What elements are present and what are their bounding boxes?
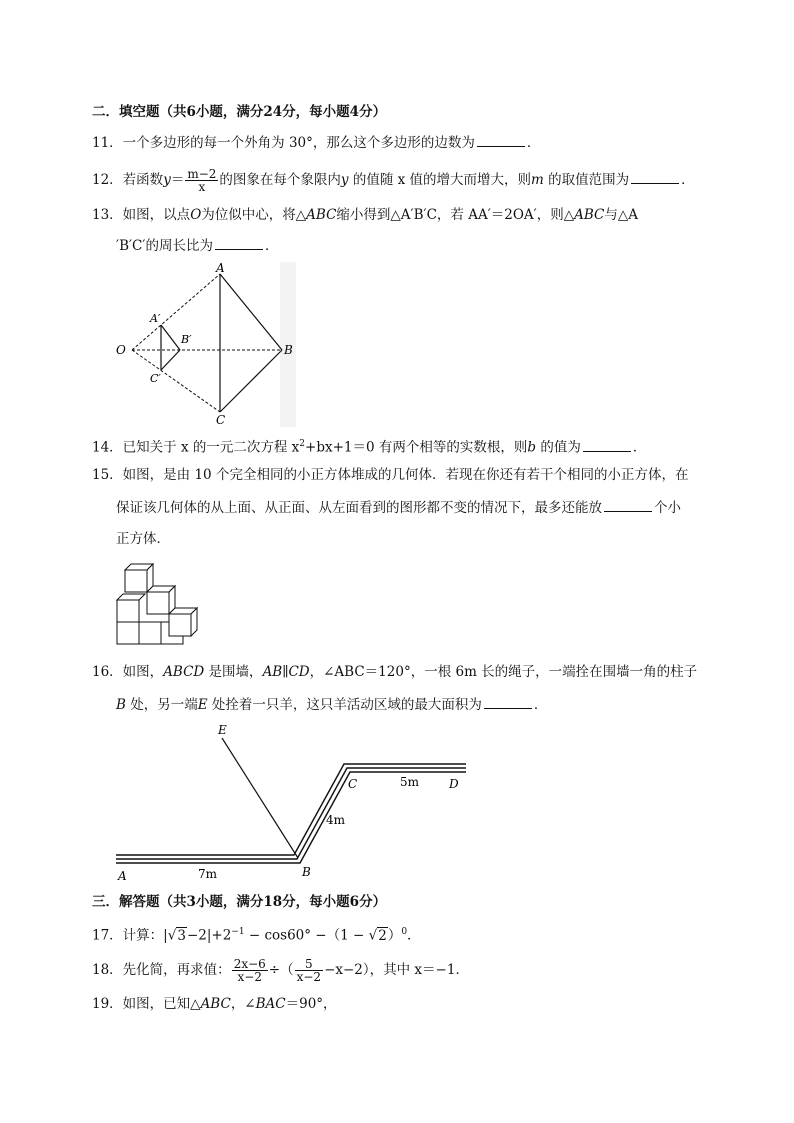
question-18 xyxy=(92,958,469,983)
q13-end: ． xyxy=(264,238,279,254)
ray-OA xyxy=(132,274,220,350)
label-E: E xyxy=(218,723,227,737)
length-BC: 4m xyxy=(326,813,346,827)
q13-text-c: 缩小得到△A′B′C，若 AA′＝2OA′，则△ xyxy=(336,207,575,223)
label-B-prime: B′ xyxy=(181,333,192,346)
cube-front-face xyxy=(147,592,169,614)
q14-text-a: 14．已知关于 x 的一元二次方程 x xyxy=(92,439,300,456)
label-D: D xyxy=(449,777,459,791)
figure-wall-and-rope xyxy=(112,720,472,882)
side-AB xyxy=(220,274,282,350)
sqrt-3: 3 xyxy=(177,927,186,944)
question-15-line1: 15．如图，是由 10 个完全相同的小正方体堆成的几何体．若现在你还有若干个相同的小正方体，在 xyxy=(92,467,689,483)
frac1-num: 2x−6 xyxy=(233,957,266,971)
var-B: B xyxy=(116,697,126,713)
var-ABCD: ABCD xyxy=(163,664,205,680)
frac1-den: x−2 xyxy=(237,970,262,984)
cube-front-face xyxy=(139,622,161,644)
q17-text-d: ） xyxy=(387,927,402,944)
question-14 xyxy=(92,434,646,458)
q18-text-a: 18．先化简，再求值： xyxy=(92,962,231,978)
question-16-line1 xyxy=(92,662,697,682)
section-title-solutions: 三．解答题（共3小题，满分18分，每小题6分） xyxy=(92,894,387,910)
label-B: B xyxy=(302,865,311,879)
question-13-line1 xyxy=(92,205,638,225)
fraction-m-over-x xyxy=(185,168,218,193)
q13-text-e: ′B′C′的周长比为 xyxy=(116,238,213,254)
q14-exponent: 2 xyxy=(299,439,306,449)
question-13-line2 xyxy=(116,235,278,256)
cube-front-face xyxy=(117,622,139,644)
q12-text-c: 的值随 x 值的增大而增大，则 xyxy=(348,172,532,188)
var-b: b xyxy=(527,439,537,456)
question-19 xyxy=(92,994,337,1014)
section-title-fill-blank: 二．填空题（共6小题，满分24分，每小题4分） xyxy=(92,104,387,120)
frac-num: m−2 xyxy=(187,167,217,181)
length-CD: 5m xyxy=(400,775,420,789)
question-11 xyxy=(92,132,540,153)
var-E: E xyxy=(197,697,208,713)
label-O: O xyxy=(116,343,126,357)
q17-exponent: −1 xyxy=(231,927,245,937)
question-15-line3: 正方体． xyxy=(116,531,170,547)
q18-text-c: −x−2），其中 x＝−1． xyxy=(324,962,469,978)
q13-text-a: 13．如图，以点 xyxy=(92,207,191,223)
var-AB-parallel-CD: AB∥CD xyxy=(262,664,310,680)
q17-text-b: −2|+2 xyxy=(186,927,232,944)
answer-blank xyxy=(604,497,652,512)
q19-text-c: ＝90°， xyxy=(285,996,337,1012)
q16-text-a: 16．如图， xyxy=(92,664,164,680)
question-16-line2 xyxy=(116,694,547,715)
var-ABC-2: ABC xyxy=(574,207,605,223)
var-y2: y xyxy=(340,172,349,188)
q16-text-d: 处，另一端 xyxy=(125,697,198,713)
figure-background xyxy=(112,720,472,882)
side-BC xyxy=(220,350,282,412)
q17-text-c: − cos60° −（1 − xyxy=(244,927,369,944)
var-ABC: ABC xyxy=(306,207,337,223)
side-B1C1 xyxy=(161,350,180,370)
q12-text-a: 12．若函数 xyxy=(92,172,164,188)
q18-text-b: ÷（ xyxy=(268,962,294,978)
q19-text-b: ，∠ xyxy=(230,996,256,1012)
label-A: A xyxy=(216,262,225,275)
cube-top-face xyxy=(117,594,145,600)
q17-exponent-0: 0 xyxy=(401,927,408,937)
label-C: C xyxy=(348,777,358,791)
frac-den: x xyxy=(198,180,206,194)
side-A1B1 xyxy=(161,325,180,350)
frac2-num: 5 xyxy=(295,958,323,971)
question-15-line2 xyxy=(116,497,681,518)
cube-group xyxy=(117,564,197,644)
answer-blank xyxy=(215,235,263,250)
answer-blank xyxy=(583,437,631,452)
q13-text-b: 为位似中心，将△ xyxy=(201,207,307,223)
answer-blank xyxy=(631,169,679,184)
q15-text-a: 保证该几何体的从上面、从正面、从左面看到的图形都不变的情况下，最多还能放 xyxy=(116,500,602,516)
label-C-prime: C′ xyxy=(150,372,161,385)
frac2-den: x−2 xyxy=(296,970,322,984)
q14-end: ． xyxy=(632,439,647,456)
cube-front-face xyxy=(125,570,147,592)
label-B: B xyxy=(284,343,293,357)
q17-text-a: 17．计算：| xyxy=(92,927,168,944)
fraction-1 xyxy=(232,958,268,983)
fraction-2 xyxy=(295,958,323,983)
q15-text-b: 个小 xyxy=(654,500,681,516)
q16-text-b: 是围墙， xyxy=(204,664,263,680)
sqrt-2: 2 xyxy=(378,927,387,944)
q12-eq: ＝ xyxy=(170,172,185,188)
q14-text-c: 的值为 xyxy=(536,439,581,456)
ray-OC xyxy=(132,350,220,412)
q13-text-d: 与△A xyxy=(604,207,639,223)
q12-text-d: 的取值范围为 xyxy=(543,172,630,188)
question-12 xyxy=(92,168,695,193)
var-y: y xyxy=(163,172,171,188)
q11-end: ． xyxy=(526,135,541,151)
answer-blank xyxy=(484,694,532,709)
var-O: O xyxy=(190,207,202,223)
label-A-prime: A′ xyxy=(150,312,161,325)
label-A: A xyxy=(118,869,127,882)
q14-text-b: +bx+1＝0 有两个相等的实数根，则 xyxy=(305,439,528,456)
q11-text: 11．一个多边形的每一个外角为 30°，那么这个多边形的边数为 xyxy=(92,135,475,151)
question-17: 17．计算：$|√3-2|+2^{-1} - \cos 60^\circ -(1 - √2)^0$． xyxy=(92,927,421,944)
q16-text-c: ，∠ABC＝120°，一根 6m 长的绳子，一端拴在围墙一角的柱子 xyxy=(309,664,698,680)
answer-blank xyxy=(477,132,525,147)
cube-front-face xyxy=(169,614,191,636)
q12-end: ． xyxy=(681,172,695,188)
var-m: m xyxy=(531,172,544,188)
q19-text-a: 19．如图，已知△ xyxy=(92,996,201,1012)
figure-cube-stack xyxy=(112,560,198,650)
var-BAC: BAC xyxy=(255,996,286,1012)
q16-text-e: 处拴着一只羊，这只羊活动区域的最大面积为 xyxy=(207,697,482,713)
figure-similar-triangles xyxy=(110,262,310,427)
q12-text-b: 的图象在每个象限内 xyxy=(219,172,341,188)
cube-front-face xyxy=(117,600,139,622)
var-ABC: ABC xyxy=(200,996,231,1012)
q17-end: ． xyxy=(407,927,421,944)
length-AB: 7m xyxy=(198,867,218,881)
label-C: C xyxy=(216,413,226,427)
q16-end: ． xyxy=(533,697,548,713)
